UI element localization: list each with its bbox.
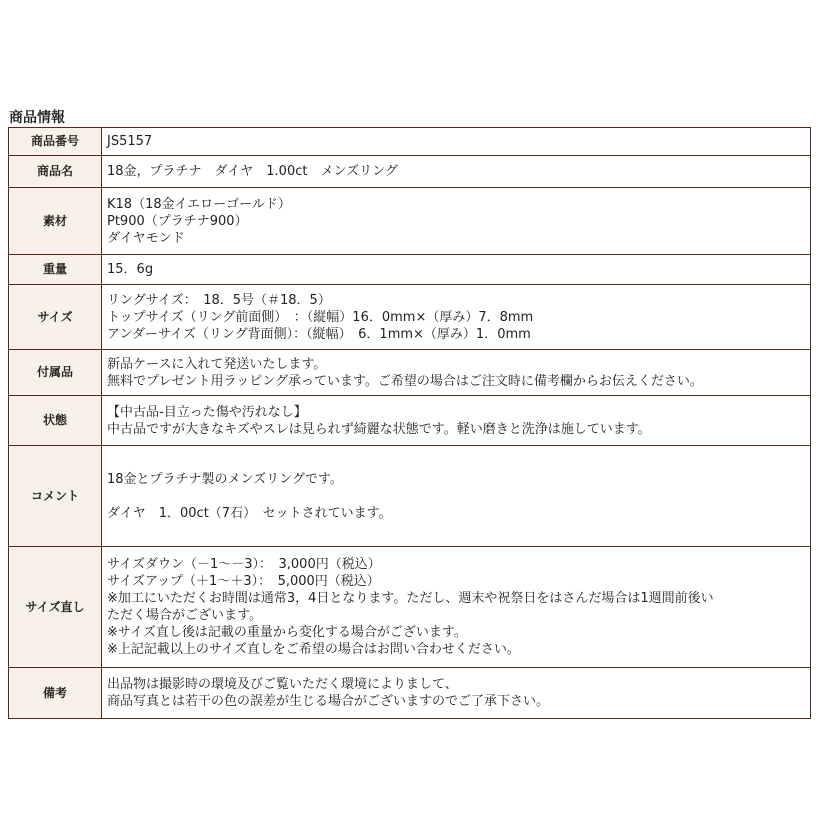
table-row [9, 547, 811, 668]
value-line [107, 488, 806, 505]
value-line: Pt900（プラチナ900） [107, 213, 248, 229]
value-line: 無料でプレゼント用ラッピング承っています。ご希望の場合はご注文時に備考欄からお伝えください。 [107, 373, 703, 389]
value-line: ※サイズ直し後は記載の重量から変化する場合がございます。 [107, 625, 467, 640]
row-label: 商品名 [9, 156, 102, 188]
value-line: 出品物は撮影時の環境及びご覧いただく環境によりまして、 [107, 677, 458, 692]
value-line: サイズダウン（－1～－3）： 3,000円（税込） [107, 557, 381, 572]
row-value [102, 285, 811, 350]
value-line: JS5157 [107, 134, 153, 149]
value-line: リングサイズ： 18．5号（＃18．5） [107, 292, 331, 308]
row-value [102, 128, 811, 156]
value-line: 15．6g [107, 262, 154, 277]
value-line: 中古品ですが大きなキズやスレは見られず綺麗な状態です。軽い磨きと洗浄は施しています。 [107, 421, 651, 437]
row-value [102, 156, 811, 188]
value-line: トップサイズ（リング前面側） ：（縦幅）16．0mm×（厚み）7．8mm [107, 309, 534, 325]
table-row [9, 156, 811, 188]
row-label: 素材 [9, 188, 102, 255]
row-label: 備考 [9, 668, 102, 719]
row-value [102, 255, 811, 285]
table-row [9, 446, 811, 547]
value-line: 18金，プラチナ ダイヤ 1.00ct メンズリング [107, 164, 398, 179]
row-label: 状態 [9, 396, 102, 446]
table-row [9, 350, 811, 396]
section-title: 商品情報 [9, 110, 65, 126]
value-line: ※加工にいただくお時間は通常3，4日となります。ただし、週末や祝祭日をはさんだ場合は1週間前後い [107, 591, 714, 606]
table-row [9, 396, 811, 446]
table-row [9, 128, 811, 156]
value-line: 商品写真とは若干の色の誤差が生じる場合がございますのでご了承下さい。 [107, 694, 550, 709]
value-line: ※上記記載以上のサイズ直しをご希望の場合はお問い合わせください。 [107, 642, 520, 657]
row-value [102, 446, 811, 547]
value-line: ダイヤ 1．00ct（7石） セットされています。 [107, 505, 392, 521]
row-value [102, 350, 811, 396]
row-label: 商品番号 [9, 128, 102, 156]
row-value [102, 396, 811, 446]
row-value [102, 188, 811, 255]
value-line: サイズアップ（＋1～＋3）： 5,000円（税込） [107, 574, 380, 589]
row-label: サイズ [9, 285, 102, 350]
value-line: 18金とプラチナ製のメンズリングです。 [107, 471, 343, 487]
value-line: K18（18金イエローゴールド） [107, 196, 291, 212]
row-label: サイズ直し [9, 547, 102, 668]
product-info-table [8, 127, 811, 719]
value-line [107, 522, 806, 539]
row-value [102, 668, 811, 719]
table-row [9, 668, 811, 719]
row-label: コメント [9, 446, 102, 547]
row-value [102, 547, 811, 668]
value-line: 【中古品-目立った傷や汚れなし】 [107, 404, 307, 420]
value-line: 新品ケースに入れて発送いたします。 [107, 356, 327, 372]
table-row [9, 188, 811, 255]
row-label: 重量 [9, 255, 102, 285]
value-line [107, 454, 806, 471]
table-row [9, 255, 811, 285]
row-label: 付属品 [9, 350, 102, 396]
value-line: アンダーサイズ（リング背面側）：（縦幅） 6．1mm×（厚み）1．0mm [107, 326, 531, 342]
value-line: ただく場合がございます。 [107, 608, 262, 623]
value-line: ダイヤモンド [107, 230, 185, 246]
table-row [9, 285, 811, 350]
